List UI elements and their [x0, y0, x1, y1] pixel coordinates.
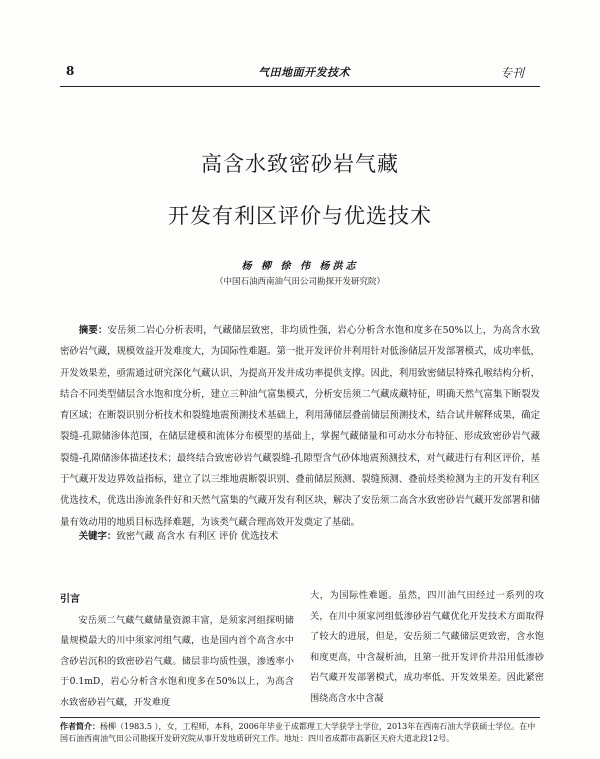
author-footnote	[60, 720, 540, 745]
authors: 杨 柳 徐 伟 杨洪志	[241, 261, 359, 272]
left-paragraph: 安岳须二气藏气藏储量资源丰富，是须家河组探明储量规模最大的川中须家河组气藏，也是国内首个高含水中含砂岩沉积的致密砂岩气藏。储层非均质性强，渗透率小于0.1mD，岩心分析含水饱和度多在50%以上，为高含水致密砂岩气藏，开发难度	[60, 614, 294, 708]
section-heading-intro: 引言	[60, 594, 80, 605]
footnote-text: 杨柳（1983.5 ），女，工程师，本科，2006年毕业于成都理工大学获学士学位，2013年在西南石油大学获硕士学位。在中国石油西南油气田公司勘探开发研究院从事开发地质研究工作。地址：四川省成都市高新区天府大道北段12号。	[60, 722, 536, 743]
page-number: 8	[66, 64, 75, 78]
keywords-label: 关键字：	[78, 531, 117, 542]
footnote-label: 作者简介：	[60, 721, 100, 731]
left-column	[60, 590, 294, 714]
header-rule	[60, 86, 540, 87]
right-column	[310, 586, 544, 710]
right-paragraph: 大，为国际性难题。虽然，四川油气田经过一系列的攻关，在川中须家河组低渗砂岩气藏优化开发技术方面取得了较大的进展，但是，安岳须二气藏储层更致密，含水饱和度更高，中含凝析油，且第一批开发评价井沿用低渗砂岩气藏开发部署模式，成功率低、开发效果差。因此紧密围绕高含水中含凝	[310, 590, 544, 704]
title-line-2: 开发有利区评价与优选技术	[168, 204, 432, 228]
running-header	[0, 0, 600, 80]
title-line-1: 高含水致密砂岩气藏	[201, 152, 399, 176]
keywords-text: 致密气藏 高含水 有利区 评价 优选技术	[116, 531, 279, 542]
keywords	[60, 528, 540, 542]
abstract	[60, 320, 540, 533]
abstract-text: 安岳须二岩心分析表明，气藏储层致密，非均质性强，岩心分析含水饱和度多在50%以上，为高含水致密砂岩气藏，规模效益开发难度大，为国际性难题。第一批开发评价井利用针对低渗储层开发部署模式，成功率低，开发效果差，亟需通过研究深化气藏认识，为提高开发井成功率提供支撑。因此，利用致密储层特殊孔喉结构分析，结合不同类型储层含水饱和度分析，建立三种油气富集模式，分析安岳须二气藏成藏特征，明确天然气富集下断裂发育区域；在断裂识别分析技术和裂缝地震预测技术基础上，利用薄储层叠前储层预测技术，结合试井解释成果，确定裂缝-孔隙储渗体范围，在储层建模和流体分布模型的基础上，掌握气藏储量和可动水分布特征、形成致密砂岩气藏裂缝-孔隙储渗体描述技术；最终结合致密砂岩气藏裂缝-孔隙型含气砂体地震预测技术，对气藏进行有利区评价，基于气藏开发边界效益指标，建立了以三维地震断裂识别、叠前储层预测、裂缝预测、叠前烃类检测为主的开发有利区优选技术，优选出渗流条件好和天然气富集的气藏开发有利区块，解决了安岳须二高含水致密砂岩气藏开发部署和储量有效动用的地质目标选择难题，为该类气藏合理高效开发奠定了基础。	[60, 325, 540, 528]
journal-name: 气田地面开发技术	[258, 66, 350, 79]
issue-label: 专刊	[500, 66, 525, 80]
affiliation: （中国石油西南油气田公司勘探开发研究院）	[214, 277, 385, 287]
abstract-label: 摘要：	[78, 325, 108, 336]
footnote-rule	[60, 717, 540, 718]
